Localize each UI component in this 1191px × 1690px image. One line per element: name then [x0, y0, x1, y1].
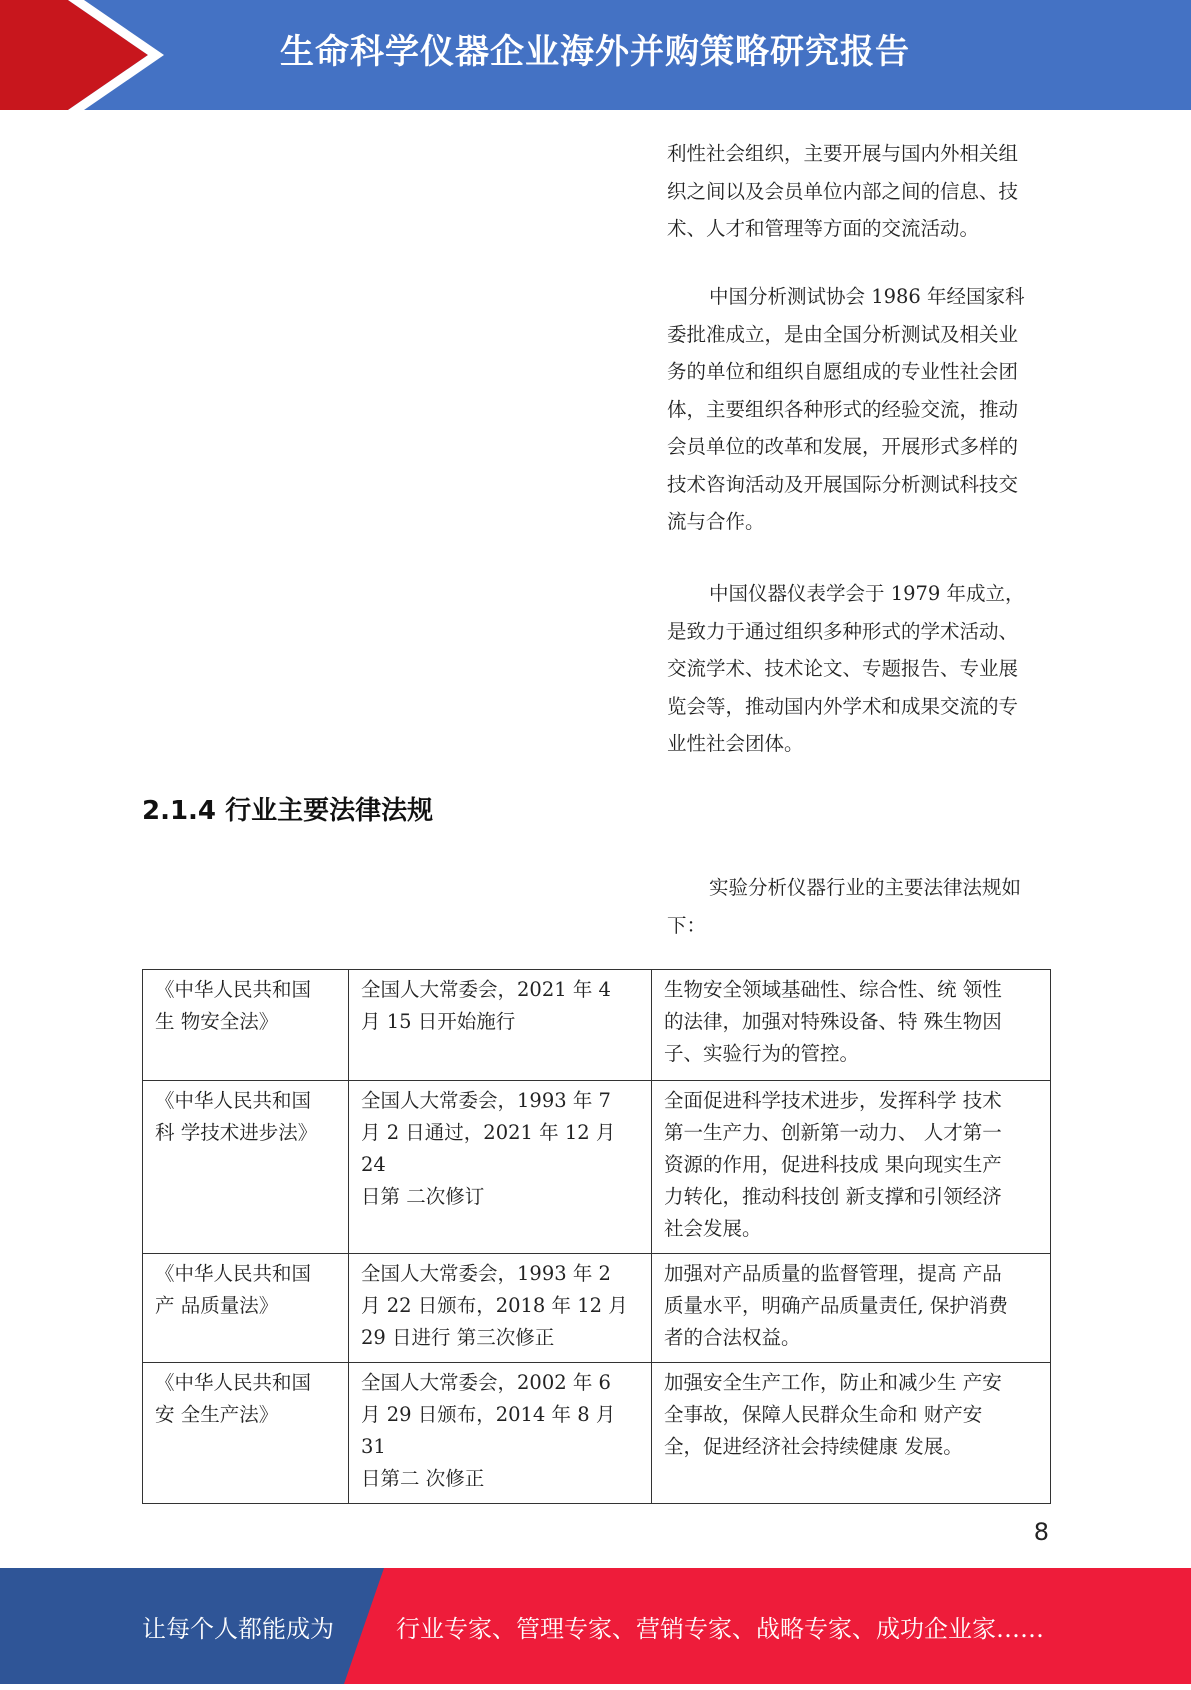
footer-slogan-left: 让每个人都能成为 [142, 1615, 334, 1643]
law-description-cell: 加强安全生产工作，防止和减少生 产安 全事故，保障人民群众生命和 财产安 全，促进经济社会持续健康 发展。 [652, 1363, 1051, 1504]
report-title: 生命科学仪器企业海外并购策略研究报告 [280, 32, 910, 72]
law-description-cell: 全面促进科学技术进步，发挥科学 技术 第一生产力、创新第一动力、 人才第一 资源的作用，促进科技成 果向现实生产 力转化，推动科技创 新支撑和引领经济 社会发展。 [652, 1081, 1051, 1254]
law-issuer-cell: 全国人大常委会，2021 年 4 月 15 日开始施行 [349, 970, 652, 1081]
law-name-cell: 《中华人民共和国 产 品质量法》 [143, 1254, 349, 1363]
law-issuer-cell: 全国人大常委会，1993 年 2 月 22 日颁布，2018 年 12 月 29 日进行 第三次修正 [349, 1254, 652, 1363]
paragraph-line: 业性社会团体。 [667, 732, 804, 755]
page-number: 8 [1033, 1518, 1049, 1546]
paragraph-line: 术、人才和管理等方面的交流活动。 [667, 217, 980, 240]
law-name-cell: 《中华人民共和国 生 物安全法》 [143, 970, 349, 1081]
page-footer [0, 1568, 1191, 1684]
table-row [143, 1081, 1051, 1254]
laws-table [142, 969, 1051, 1504]
section-heading: 2.1.4 行业主要法律法规 [142, 796, 434, 826]
header-red-chevron [0, 0, 148, 110]
paragraph-line: 览会等，推动国内外学术和成果交流的专 [667, 694, 1019, 718]
paragraph-line: 交流学术、技术论文、专题报告、专业展 [667, 657, 1019, 680]
paragraph-line: 会员单位的改革和发展，开展形式多样的 [667, 435, 1019, 458]
law-name-cell: 《中华人民共和国 安 全生产法》 [143, 1363, 349, 1504]
paragraph-line: 是致力于通过组织多种形式的学术活动、 [667, 619, 1019, 643]
paragraph-3 [667, 575, 1049, 763]
paragraph-line: 体，主要组织各种形式的经验交流，推动 [667, 397, 1019, 421]
intro-paragraph [667, 869, 1049, 944]
table-row [143, 1363, 1051, 1504]
paragraph-2 [667, 278, 1049, 541]
table-row [143, 1254, 1051, 1363]
paragraph-line: 中国分析测试协会 1986 年经国家科 [709, 285, 1025, 308]
paragraph-line: 织之间以及会员单位内部之间的信息、技 [667, 179, 1019, 203]
paragraph-line: 实验分析仪器行业的主要法律法规如 [709, 876, 1022, 899]
footer-slogan-right: 行业专家、管理专家、营销专家、战略专家、成功企业家…… [396, 1615, 1044, 1643]
paragraph-line: 利性社会组织，主要开展与国内外相关组 [667, 142, 1019, 165]
table-row [143, 970, 1051, 1081]
paragraph-line: 委批准成立，是由全国分析测试及相关业 [667, 322, 1019, 346]
paragraph-line: 技术咨询活动及开展国际分析测试科技交 [667, 472, 1019, 496]
law-issuer-cell: 全国人大常委会，1993 年 7 月 2 日通过，2021 年 12 月 24 日第 二次修订 [349, 1081, 652, 1254]
paragraph-1 [667, 135, 1049, 248]
paragraph-line: 中国仪器仪表学会于 1979 年成立， [709, 582, 1025, 605]
law-issuer-cell: 全国人大常委会，2002 年 6 月 29 日颁布，2014 年 8 月 31 日第二 次修正 [349, 1363, 652, 1504]
law-description-cell: 加强对产品质量的监督管理，提高 产品 质量水平，明确产品质量责任, 保护消费 者的合法权益。 [652, 1254, 1051, 1363]
law-name-cell: 《中华人民共和国 科 学技术进步法》 [143, 1081, 349, 1254]
paragraph-line: 务的单位和组织自愿组成的专业性社会团 [667, 360, 1019, 383]
paragraph-line: 流与合作。 [667, 510, 765, 533]
law-description-cell: 生物安全领域基础性、综合性、统 领性 的法律，加强对特殊设备、特 殊生物因 子、实验行为的管控。 [652, 970, 1051, 1081]
page-header [0, 0, 1191, 110]
paragraph-line: 下： [667, 913, 707, 937]
